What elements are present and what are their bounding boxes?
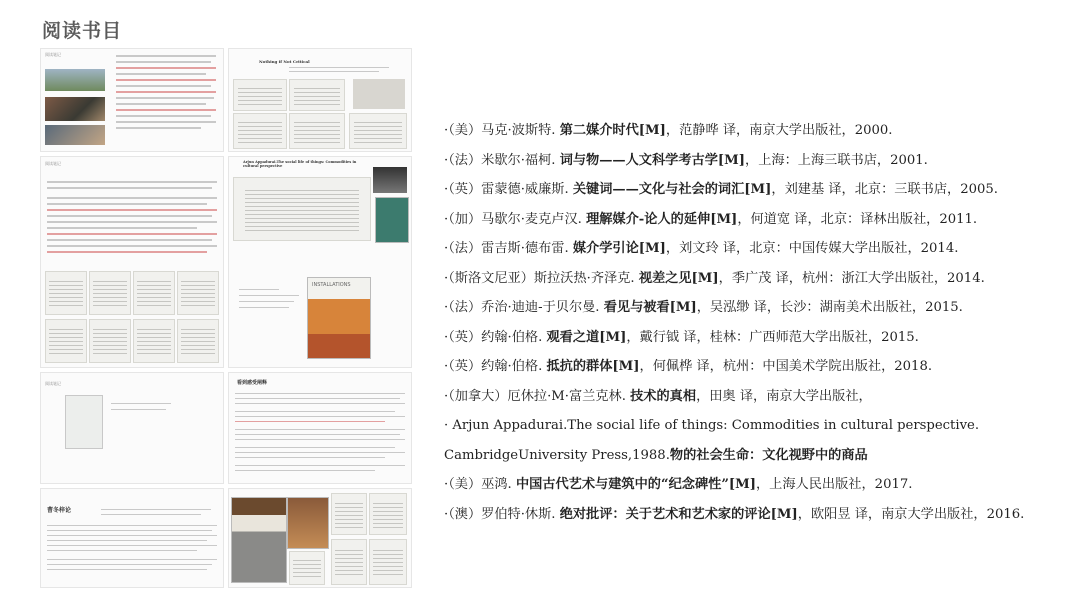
list-item: ·（英）约翰·伯格. 观看之道[M]，戴行钺 译，桂林：广西师范大学出版社，2015. <box>444 329 919 345</box>
reading-notes-thumbnail-4 <box>228 156 412 368</box>
group-photo <box>45 125 105 145</box>
book-cover-with-portrait <box>231 497 287 583</box>
notes-paper <box>233 79 287 111</box>
list-item: ·（法）雷吉斯·德布雷. 媒介学引论[M]，刘文玲 译，北京：中国传媒大学出版社，2014. <box>444 241 959 256</box>
notes-paper <box>45 271 87 315</box>
list-item: ·（加）马歇尔·麦克卢汉. 理解媒介-论人的延伸[M]，何道宽 译，北京：译林出版社，2011. <box>444 211 978 227</box>
notes-paper <box>289 551 325 585</box>
notes-paper <box>133 271 175 315</box>
notes-paper <box>331 539 367 585</box>
book-cover <box>287 497 329 549</box>
thumbnail-title: 曹冬梓论 <box>47 507 72 514</box>
book-photo <box>65 395 103 449</box>
portrait-photo <box>353 79 405 109</box>
notes-paper <box>331 493 367 535</box>
reading-notes-thumbnail-5 <box>40 372 224 484</box>
reading-notes-thumbnail-2 <box>228 48 412 152</box>
notes-paper <box>233 177 371 241</box>
reading-list <box>444 116 1069 529</box>
list-item: ·（法）米歇尔·福柯. 词与物——人文科学考古学[M]，上海：上海三联书店，2001. <box>444 152 928 168</box>
list-item: ·（加拿大）厄休拉·M·富兰克林. 技术的真相，田奥 译，南京大学出版社， <box>444 388 872 404</box>
author-photo <box>373 167 407 193</box>
thumbnail-heading: 阅读笔记 <box>45 161 61 166</box>
notes-paper <box>369 539 407 585</box>
installations-book-cover <box>307 277 371 359</box>
notes-paper <box>233 113 287 149</box>
notes-paper <box>369 493 407 535</box>
thumbnail-title: Nothing if Not Critical <box>259 59 310 64</box>
list-item: ·（美）巫鸿. 中国古代艺术与建筑中的“纪念碑性”[M]，上海人民出版社，2017. <box>444 477 913 492</box>
classroom-photo <box>45 97 105 121</box>
notes-paper <box>89 271 131 315</box>
notes-paper <box>289 113 345 149</box>
list-item: ·（美）马克·波斯特. 第二媒介时代[M]，范静哗 译，南京大学出版社，2000. <box>444 123 893 138</box>
book-title: INSTALLATIONS <box>312 282 351 288</box>
list-item: ·（英）雷蒙德·威廉斯. 关键词——文化与社会的词汇[M]，刘建基 译，北京：三联书店，2005. <box>444 182 998 197</box>
reading-notes-thumbnail-7 <box>40 488 224 588</box>
reading-notes-thumbnail-3 <box>40 156 224 368</box>
list-item: ·（澳）罗伯特·休斯. 绝对批评：关于艺术和艺术家的评论[M]，欧阳昱 译，南京大学出版社，2016. <box>444 506 1025 522</box>
landscape-photo <box>45 69 105 91</box>
list-item: ·（英）约翰·伯格. 抵抗的群体[M]，何佩桦 译，杭州：中国美术学院出版社，2018. <box>444 359 933 374</box>
thumbnail-heading: 阅读笔记 <box>45 381 61 386</box>
notes-paper <box>89 319 131 363</box>
thumbnail-title: 看到感受阐释 <box>237 380 268 386</box>
notes-paper <box>349 113 407 149</box>
reading-notes-thumbnail-1 <box>40 48 224 152</box>
thumbnail-heading: 阅读笔记 <box>45 52 61 57</box>
notes-paper <box>133 319 175 363</box>
notes-paper <box>289 79 345 111</box>
page-title: 阅读书目 <box>42 20 123 42</box>
book-cover <box>375 197 409 243</box>
notes-paper <box>177 319 219 363</box>
notes-paper <box>45 319 87 363</box>
notes-paper <box>177 271 219 315</box>
reading-notes-thumbnail-8 <box>228 488 412 588</box>
thumbnail-title: Arjun Appadurai.The social life of things: Commodities in cultural perspective <box>243 160 357 168</box>
list-item: ·（斯洛文尼亚）斯拉沃热·齐泽克. 视差之见[M]，季广茂 译，杭州：浙江大学出版社，2014. <box>444 270 985 286</box>
reading-notes-thumbnail-6 <box>228 372 412 484</box>
list-item: ·（法）乔治·迪迪-于贝尔曼. 看见与被看[M]，吴泓缈 译，长沙：湖南美术出版社，2015. <box>444 300 963 315</box>
list-item: · Arjun Appadurai.The social life of things: Commodities in cultural perspective. CambridgeUniversity Press,1988.物的社会生命：文化视野中的商品 <box>444 418 980 463</box>
